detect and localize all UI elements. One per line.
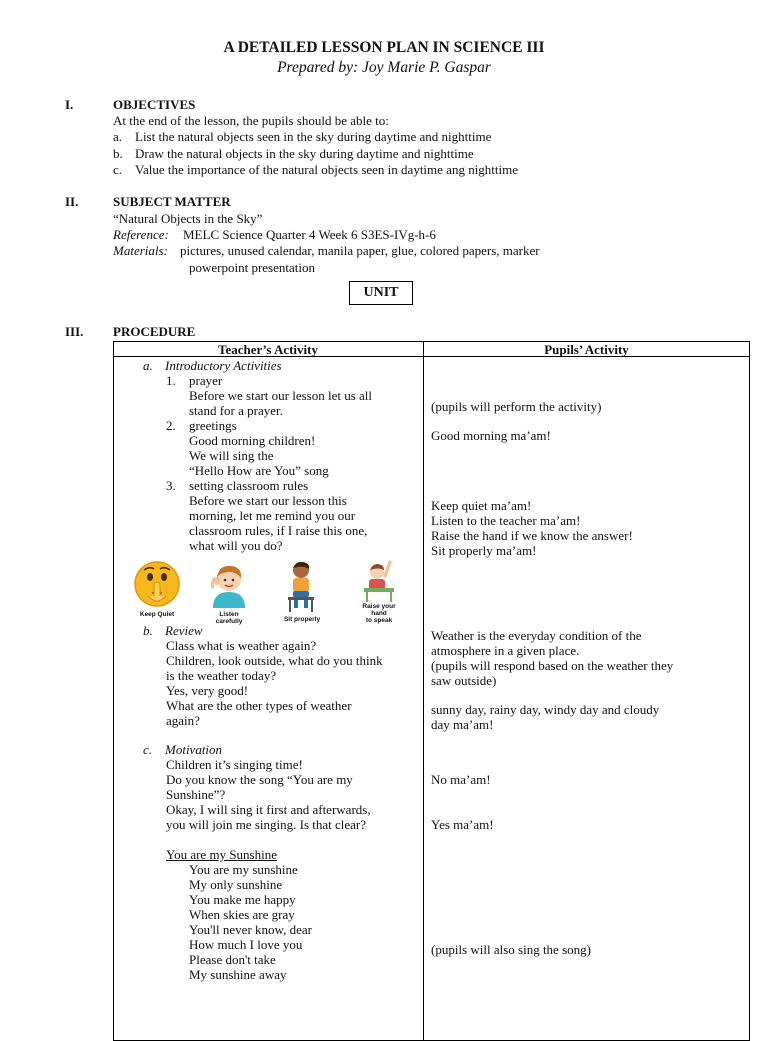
teacher-line: again? (166, 713, 200, 728)
objective-letter: c. (113, 162, 123, 177)
teacher-line: classroom rules, if I raise this one, (189, 523, 368, 538)
objective-letter: b. (113, 146, 123, 161)
step-number: 3. (166, 478, 176, 493)
teacher-line: Class what is weather again? (166, 638, 317, 653)
teacher-line: Children, look outside, what do you think (166, 653, 383, 668)
subject-topic: “Natural Objects in the Sky” (113, 211, 263, 226)
section-heading-objectives: OBJECTIVES (113, 97, 196, 112)
pupil-response: (pupils will perform the activity) (431, 399, 602, 414)
pupil-response: Keep quiet ma’am! (431, 498, 532, 513)
section-number-subject: II. (65, 194, 79, 209)
objective-item: Value the importance of the natural objects seen in daytime ang nighttime (135, 162, 519, 177)
activity-letter: a. (143, 358, 153, 373)
raise-hand-icon (362, 560, 396, 602)
song-line: You make me happy (189, 892, 296, 907)
unit-box: UNIT (349, 281, 413, 305)
teacher-line: What are the other types of weather (166, 698, 352, 713)
sit-properly-icon (284, 560, 318, 612)
song-line: When skies are gray (189, 907, 295, 922)
pupil-response: saw outside) (431, 673, 497, 688)
step-number: 1. (166, 373, 176, 388)
caption-raise-hand: Raise your hand to speak (362, 603, 396, 624)
song-line: Please don't take (189, 952, 276, 967)
reference-value: MELC Science Quarter 4 Week 6 S3ES-IVg-h-6 (183, 227, 436, 242)
teacher-line: Do you know the song “You are my (166, 772, 353, 787)
materials-label: Materials: (113, 243, 168, 258)
caption-listen-carefully: Listen carefully (215, 611, 243, 625)
listen-carefully-icon (209, 562, 249, 608)
song-line: You'll never know, dear (189, 922, 312, 937)
pupil-response: Good morning ma’am! (431, 428, 551, 443)
teacher-line: Okay, I will sing it first and afterwards, (166, 802, 371, 817)
pupil-response: sunny day, rainy day, windy day and cloudy (431, 702, 660, 717)
teacher-line: Sunshine”? (166, 787, 226, 802)
step-title-rules: setting classroom rules (189, 478, 309, 493)
activity-letter: c. (143, 742, 153, 757)
caption-keep-quiet: Keep Quiet (139, 611, 175, 618)
section-number-procedure: III. (65, 324, 84, 339)
teacher-line: you will join me singing. Is that clear? (166, 817, 367, 832)
page-title: A DETAILED LESSON PLAN IN SCIENCE III (223, 39, 545, 56)
song-line: My sunshine away (189, 967, 287, 982)
song-line: You are my sunshine (189, 862, 298, 877)
teacher-line: morning, let me remind you our (189, 508, 356, 523)
teacher-line: Children it’s singing time! (166, 757, 303, 772)
objective-item: List the natural objects seen in the sky during daytime and nighttime (135, 129, 492, 144)
keep-quiet-icon (132, 560, 182, 608)
pupil-response: day ma’am! (431, 717, 494, 732)
materials-value: pictures, unused calendar, manila paper, glue, colored papers, marker (180, 243, 540, 258)
section-heading-procedure: PROCEDURE (113, 324, 196, 339)
step-title-prayer: prayer (189, 373, 223, 388)
activity-title-introductory: Introductory Activities (165, 358, 282, 373)
teacher-line: “Hello How are You” song (189, 463, 329, 478)
reference-label: Reference: (113, 227, 169, 242)
teacher-line: Before we start our lesson let us all (189, 388, 373, 403)
materials-value-cont: powerpoint presentation (189, 260, 315, 275)
objectives-intro: At the end of the lesson, the pupils should be able to: (113, 113, 389, 128)
column-header-teacher: Teacher’s Activity (217, 342, 318, 357)
classroom-rules-pictures (126, 558, 416, 628)
pupil-response: Raise the hand if we know the answer! (431, 528, 633, 543)
pupil-response: (pupils will also sing the song) (431, 942, 591, 957)
column-header-pupils: Pupils’ Activity (544, 342, 629, 357)
caption-sit-properly: Sit properly (283, 616, 321, 623)
objective-item: Draw the natural objects in the sky during daytime and nighttime (135, 146, 474, 161)
teacher-line: stand for a prayer. (189, 403, 283, 418)
table-column-divider (423, 341, 424, 1041)
pupil-response: No ma’am! (431, 772, 491, 787)
teacher-line: We will sing the (189, 448, 274, 463)
activity-title-motivation: Motivation (165, 742, 223, 757)
activity-letter: b. (143, 623, 153, 638)
song-line: My only sunshine (189, 877, 283, 892)
pupil-response: Yes ma’am! (431, 817, 494, 832)
song-title: You are my Sunshine (166, 847, 277, 862)
teacher-line: Good morning children! (189, 433, 316, 448)
section-heading-subject: SUBJECT MATTER (113, 194, 231, 209)
pupil-response: Listen to the teacher ma’am! (431, 513, 581, 528)
song-line: How much I love you (189, 937, 303, 952)
section-number-objectives: I. (65, 97, 74, 112)
pupil-response: atmosphere in a given place. (431, 643, 580, 658)
objective-letter: a. (113, 129, 123, 144)
activity-title-review: Review (165, 623, 203, 638)
pupil-response: Sit properly ma’am! (431, 543, 537, 558)
teacher-line: Before we start our lesson this (189, 493, 347, 508)
teacher-line: Yes, very good! (166, 683, 249, 698)
pupil-response: Weather is the everyday condition of the (431, 628, 642, 643)
teacher-line: what will you do? (189, 538, 283, 553)
teacher-line: is the weather today? (166, 668, 277, 683)
pupil-response: (pupils will respond based on the weather they (431, 658, 674, 673)
step-title-greetings: greetings (189, 418, 237, 433)
prepared-by: Prepared by: Joy Marie P. Gaspar (277, 59, 491, 76)
step-number: 2. (166, 418, 176, 433)
